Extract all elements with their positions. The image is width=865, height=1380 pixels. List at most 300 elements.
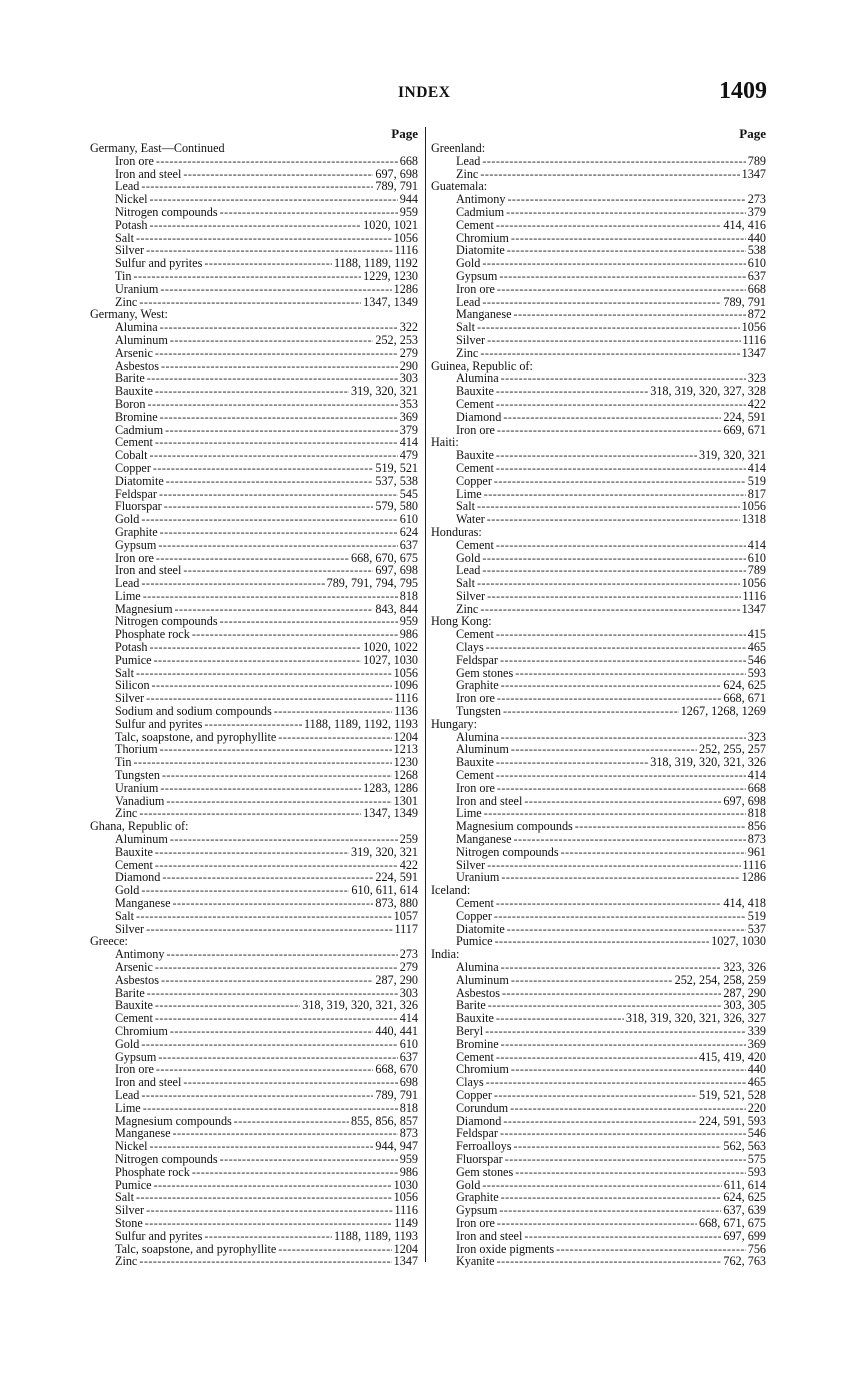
dot-leader [524, 795, 721, 808]
index-entry [90, 846, 418, 859]
entry-pages: 369 [399, 409, 418, 424]
index-entry [90, 1076, 418, 1089]
dot-leader [150, 641, 362, 654]
dot-leader [501, 679, 722, 692]
entry-pages: 1347 [741, 166, 766, 181]
entry-name: Cement [115, 857, 153, 872]
index-entry [431, 270, 766, 283]
dot-leader [494, 910, 746, 923]
entry-name: Aluminum [456, 972, 509, 987]
dot-leader [482, 155, 745, 168]
entry-pages: 537, 538 [375, 473, 418, 488]
dot-leader [511, 1063, 746, 1076]
entry-name: Cement [456, 460, 494, 475]
entry-pages: 1020, 1022 [363, 640, 418, 655]
dot-leader [162, 871, 373, 884]
dot-leader [507, 193, 745, 206]
entry-pages: 1204 [393, 729, 418, 744]
entry-name: Gypsum [456, 268, 498, 283]
dot-leader [575, 820, 746, 833]
entry-pages: 1230 [393, 755, 418, 770]
entry-pages: 323 [747, 371, 766, 386]
dot-leader [511, 974, 673, 987]
entry-pages: 1347 [741, 345, 766, 360]
entry-name: Boron [115, 396, 146, 411]
index-entry [431, 871, 766, 884]
dot-leader [502, 987, 721, 1000]
entry-pages: 669, 671 [723, 422, 766, 437]
entry-pages: 610 [747, 550, 766, 565]
dot-leader [524, 1230, 721, 1243]
entry-pages: 1027, 1030 [711, 934, 766, 949]
entry-pages: 252, 255, 257 [698, 742, 766, 757]
entry-pages: 873 [747, 832, 766, 847]
entry-name: Bromine [115, 409, 158, 424]
dot-leader [134, 270, 362, 283]
dot-leader [183, 168, 373, 181]
entry-pages: 959 [399, 1151, 418, 1166]
dot-leader [136, 910, 392, 923]
country-heading: Germany, East—Continued [90, 141, 225, 155]
entry-name: Silver [456, 332, 486, 347]
dot-leader [503, 1115, 697, 1128]
index-entry [431, 462, 766, 475]
dot-leader [160, 321, 398, 334]
entry-name: Gold [115, 1036, 140, 1051]
entry-name: Bauxite [456, 448, 494, 463]
dot-leader [510, 1102, 746, 1115]
entry-name: Phosphate rock [115, 1164, 190, 1179]
entry-pages: 273 [399, 947, 418, 962]
entry-name: Silicon [115, 678, 150, 693]
entry-pages: 1020, 1021 [363, 217, 418, 232]
entry-pages: 1056 [741, 576, 766, 591]
entry-pages: 546 [747, 1126, 766, 1141]
entry-pages: 1283, 1286 [363, 780, 418, 795]
entry-name: Sulfur and pyrites [115, 1228, 203, 1243]
dot-leader [514, 308, 746, 321]
entry-name: Silver [115, 243, 145, 258]
entry-pages: 519 [747, 908, 766, 923]
entry-pages: 668, 670, 675 [350, 550, 418, 565]
dot-leader [204, 1230, 332, 1243]
entry-pages: 637 [399, 537, 418, 552]
dot-leader [141, 1038, 397, 1051]
entry-pages: 220 [747, 1100, 766, 1115]
country-group [90, 308, 418, 820]
entry-name: Gypsum [115, 1049, 157, 1064]
dot-leader [503, 705, 679, 718]
entry-pages: 414 [747, 768, 766, 783]
dot-leader [141, 513, 397, 526]
entry-pages: 762, 763 [723, 1254, 766, 1269]
entry-pages: 224, 591, 593 [698, 1113, 766, 1128]
entry-name: Nitrogen compounds [115, 204, 218, 219]
entry-name: Zinc [115, 806, 138, 821]
entry-name: Tungsten [456, 704, 501, 719]
country-heading: Ghana, Republic of: [90, 819, 189, 834]
entry-name: Magnesium compounds [456, 819, 573, 834]
entry-name: Iron ore [115, 550, 154, 565]
entry-name: Gypsum [456, 1203, 498, 1218]
entry-pages: 440 [747, 1062, 766, 1077]
dot-leader [496, 539, 746, 552]
entry-pages: 318, 319, 320, 327, 328 [650, 384, 766, 399]
entry-pages: 546 [747, 652, 766, 667]
dot-leader [165, 424, 398, 437]
dot-leader [170, 833, 398, 846]
entry-name: Zinc [456, 166, 479, 181]
entry-pages: 303 [399, 985, 418, 1000]
dot-leader [561, 846, 746, 859]
dot-leader [278, 731, 391, 744]
dot-leader [482, 257, 745, 270]
dot-leader [166, 475, 374, 488]
dot-leader [556, 1243, 746, 1256]
dot-leader [162, 769, 392, 782]
index-entry [90, 1230, 418, 1243]
entry-pages: 817 [747, 486, 766, 501]
entry-pages: 789, 791 [375, 1087, 418, 1102]
entry-pages: 1056 [741, 499, 766, 514]
entry-name: Cement [456, 217, 494, 232]
entry-pages: 322 [399, 320, 418, 335]
index-entry [90, 590, 418, 603]
dot-leader [139, 296, 361, 309]
index-entry [431, 488, 766, 501]
entry-pages: 944, 947 [375, 1139, 418, 1154]
entry-name: Lime [456, 486, 482, 501]
entry-pages: 593 [747, 1164, 766, 1179]
entry-pages: 624, 625 [723, 1190, 766, 1205]
dot-leader [496, 1012, 624, 1025]
dot-leader [161, 360, 398, 373]
entry-pages: 1286 [393, 281, 418, 296]
dot-leader [496, 756, 648, 769]
dot-leader [155, 999, 300, 1012]
entry-name: Silver [115, 691, 145, 706]
index-entry [90, 1025, 418, 1038]
index-entry [431, 705, 766, 718]
entry-name: Cement [456, 396, 494, 411]
entry-name: Barite [456, 998, 486, 1013]
entry-pages: 339 [747, 1023, 766, 1038]
entry-name: Arsenic [115, 345, 153, 360]
entry-pages: 252, 254, 258, 259 [674, 972, 766, 987]
entry-name: Clays [456, 640, 484, 655]
entry-pages: 789, 791, 794, 795 [326, 576, 418, 591]
index-entry [90, 782, 418, 795]
index-entry [90, 155, 418, 168]
entry-name: Thorium [115, 742, 158, 757]
entry-name: Iron and steel [456, 793, 523, 808]
entry-pages: 637, 639 [723, 1203, 766, 1218]
entry-pages: 287, 290 [375, 972, 418, 987]
country-heading: Hungary: [431, 716, 478, 731]
country-group [431, 142, 766, 180]
dot-leader [486, 641, 746, 654]
entry-pages: 279 [399, 960, 418, 974]
index-entry [90, 334, 418, 347]
entry-name: Bauxite [456, 755, 494, 770]
entry-pages: 610, 611, 614 [351, 883, 418, 898]
dot-leader [482, 296, 721, 309]
dot-leader [496, 628, 746, 641]
index-entry [431, 833, 766, 846]
entry-pages: 545 [399, 486, 418, 501]
entry-pages: 1116 [394, 1203, 418, 1218]
entry-pages: 279 [399, 345, 418, 360]
entry-pages: 224, 591 [723, 409, 766, 424]
dot-leader [495, 935, 710, 948]
index-entry [431, 513, 766, 526]
entry-name: Uranium [115, 281, 159, 296]
country-heading: Haiti: [431, 435, 459, 450]
country-group [431, 436, 766, 526]
dot-leader [161, 974, 373, 987]
index-entry [431, 782, 766, 795]
dot-leader [160, 283, 391, 296]
entry-name: Salt [456, 499, 475, 514]
entry-name: Chromium [456, 230, 509, 245]
entry-name: Pumice [115, 1177, 152, 1192]
index-entry [90, 705, 418, 718]
entry-pages: 1030 [393, 1177, 418, 1192]
entry-name: Salt [115, 230, 134, 245]
dot-leader [156, 1063, 373, 1076]
index-entry [431, 398, 766, 411]
dot-leader [494, 475, 746, 488]
dot-leader [160, 411, 398, 424]
index-entry [90, 462, 418, 475]
entry-pages: 465 [747, 640, 766, 655]
entry-pages: 323, 326 [723, 960, 766, 974]
entry-pages: 1268 [393, 768, 418, 783]
index-entry [90, 168, 418, 181]
dot-leader [499, 270, 745, 283]
entry-pages: 697, 699 [723, 1228, 766, 1243]
index-entry [90, 641, 418, 654]
entry-name: Iron and steel [115, 563, 182, 578]
entry-pages: 303 [399, 371, 418, 386]
index-entry [431, 910, 766, 923]
dot-leader [143, 1102, 398, 1115]
entry-pages: 575 [747, 1151, 766, 1166]
entry-name: Copper [456, 908, 492, 923]
entry-pages: 668, 671, 675 [698, 1215, 766, 1230]
dot-leader [234, 1115, 349, 1128]
index-entry [431, 1230, 766, 1243]
entry-name: Uranium [456, 870, 500, 885]
entry-pages: 224, 591 [375, 870, 418, 885]
entry-name: Aluminum [456, 742, 509, 757]
entry-name: Chromium [456, 1062, 509, 1077]
entry-pages: 637 [399, 1049, 418, 1064]
dot-leader [164, 500, 374, 513]
index-entry [90, 1089, 418, 1102]
entry-pages: 789 [747, 153, 766, 168]
entry-name: Gold [456, 256, 481, 271]
dot-leader [501, 1038, 746, 1051]
entry-name: Aluminum [115, 832, 168, 847]
dot-leader [487, 334, 740, 347]
entry-pages: 369 [747, 1036, 766, 1051]
entry-pages: 611, 614 [723, 1177, 766, 1192]
dot-leader [153, 462, 373, 475]
entry-pages: 1117 [394, 921, 418, 936]
page-title: INDEX [398, 84, 451, 101]
country-heading: Iceland: [431, 883, 471, 898]
dot-leader [477, 577, 740, 590]
country-group [431, 718, 766, 884]
index-entry [431, 155, 766, 168]
entry-name: Diatomite [456, 921, 505, 936]
index-entry [90, 577, 418, 590]
entry-name: Alumina [456, 960, 499, 974]
index-entry [431, 1217, 766, 1230]
entry-pages: 624 [399, 524, 418, 539]
dot-leader [173, 1127, 398, 1140]
country-heading: Guinea, Republic of: [431, 358, 533, 373]
dot-leader [166, 795, 391, 808]
entry-pages: 422 [747, 396, 766, 411]
entry-pages: 624, 625 [723, 678, 766, 693]
entry-name: Salt [115, 665, 134, 680]
entry-name: Beryl [456, 1023, 484, 1038]
entry-name: Lime [115, 1100, 141, 1115]
entry-name: Silver [115, 921, 145, 936]
country-group [90, 935, 418, 1268]
entry-pages: 1057 [393, 908, 418, 923]
dot-leader [503, 411, 721, 424]
dot-leader [136, 232, 392, 245]
dot-leader [147, 398, 397, 411]
entry-name: Diatomite [456, 243, 505, 258]
entry-name: Cadmium [456, 204, 505, 219]
index-entry [90, 974, 418, 987]
dot-leader [136, 667, 392, 680]
entry-name: Graphite [115, 524, 158, 539]
entry-name: Feldspar [456, 1126, 498, 1141]
entry-name: Cement [456, 1049, 494, 1064]
index-entry [90, 475, 418, 488]
entry-pages: 1136 [394, 704, 418, 719]
entry-pages: 379 [747, 204, 766, 219]
entry-name: Antimony [456, 192, 506, 207]
entry-name: Bauxite [115, 844, 153, 859]
dot-leader [154, 1179, 392, 1192]
index-entry [431, 1025, 766, 1038]
entry-pages: 319, 320, 321 [350, 384, 418, 399]
entry-pages: 562, 563 [723, 1139, 766, 1154]
country-heading: Greenland: [431, 141, 486, 155]
country-heading: Guatemala: [431, 179, 488, 194]
dot-leader [501, 871, 739, 884]
entry-pages: 319, 320, 321 [350, 844, 418, 859]
entry-name: Iron ore [456, 691, 495, 706]
entry-pages: 353 [399, 396, 418, 411]
entry-name: Asbestos [115, 358, 160, 373]
dot-leader [485, 1025, 746, 1038]
index-entry [90, 500, 418, 513]
index-entry [90, 718, 418, 731]
dot-leader [496, 449, 697, 462]
entry-name: Tin [115, 268, 132, 283]
dot-leader [192, 1166, 398, 1179]
entry-name: Gem stones [456, 665, 514, 680]
entry-pages: 252, 253 [375, 332, 418, 347]
entry-pages: 1204 [393, 1241, 418, 1256]
index-entry [90, 398, 418, 411]
entry-name: Alumina [115, 320, 158, 335]
entry-name: Cement [456, 537, 494, 552]
entry-name: Cement [456, 627, 494, 642]
index-entry [431, 1255, 766, 1268]
entry-name: Chromium [115, 1023, 168, 1038]
dot-leader [507, 923, 746, 936]
entry-name: Alumina [456, 729, 499, 744]
index-entry [431, 424, 766, 437]
dot-leader [497, 1217, 697, 1230]
index-entry [431, 1166, 766, 1179]
entry-name: Lime [115, 588, 141, 603]
entry-pages: 422 [399, 857, 418, 872]
entry-name: Diamond [456, 1113, 502, 1128]
entry-pages: 697, 698 [375, 563, 418, 578]
entry-name: Arsenic [115, 960, 153, 974]
index-entry [431, 590, 766, 603]
dot-leader [497, 283, 746, 296]
entry-name: Barite [115, 371, 145, 386]
entry-pages: 610 [747, 256, 766, 271]
entry-pages: 1318 [741, 512, 766, 527]
index-entry [90, 449, 418, 462]
entry-name: Salt [115, 1190, 134, 1205]
dot-leader [155, 385, 349, 398]
entry-name: Pumice [115, 652, 152, 667]
entry-name: Barite [115, 985, 145, 1000]
entry-name: Fluorspar [456, 1151, 503, 1166]
entry-name: Iron ore [456, 780, 495, 795]
entry-pages: 1056 [393, 230, 418, 245]
entry-pages: 959 [399, 204, 418, 219]
entry-name: Graphite [456, 1190, 499, 1205]
index-entry [90, 219, 418, 232]
entry-pages: 259 [399, 832, 418, 847]
index-entry [90, 743, 418, 756]
entry-name: Diamond [456, 409, 502, 424]
entry-pages: 319, 320, 321 [698, 448, 766, 463]
dot-leader [173, 897, 374, 910]
entry-pages: 287, 290 [723, 985, 766, 1000]
entry-name: Nitrogen compounds [115, 1151, 218, 1166]
index-entry [90, 1102, 418, 1115]
entry-name: Bauxite [456, 384, 494, 399]
dot-leader [146, 923, 392, 936]
entry-name: Nitrogen compounds [456, 844, 559, 859]
entry-pages: 318, 319, 320, 321, 326, 327 [625, 1011, 766, 1026]
index-entry [431, 539, 766, 552]
entry-name: Magnesium [115, 601, 173, 616]
entry-name: Gold [115, 883, 140, 898]
dot-leader [514, 1140, 722, 1153]
entry-pages: 303, 305 [723, 998, 766, 1013]
entry-pages: 414 [747, 537, 766, 552]
entry-name: Phosphate rock [115, 627, 190, 642]
entry-pages: 668, 670 [375, 1062, 418, 1077]
entry-pages: 1213 [393, 742, 418, 757]
country-group [90, 820, 418, 935]
